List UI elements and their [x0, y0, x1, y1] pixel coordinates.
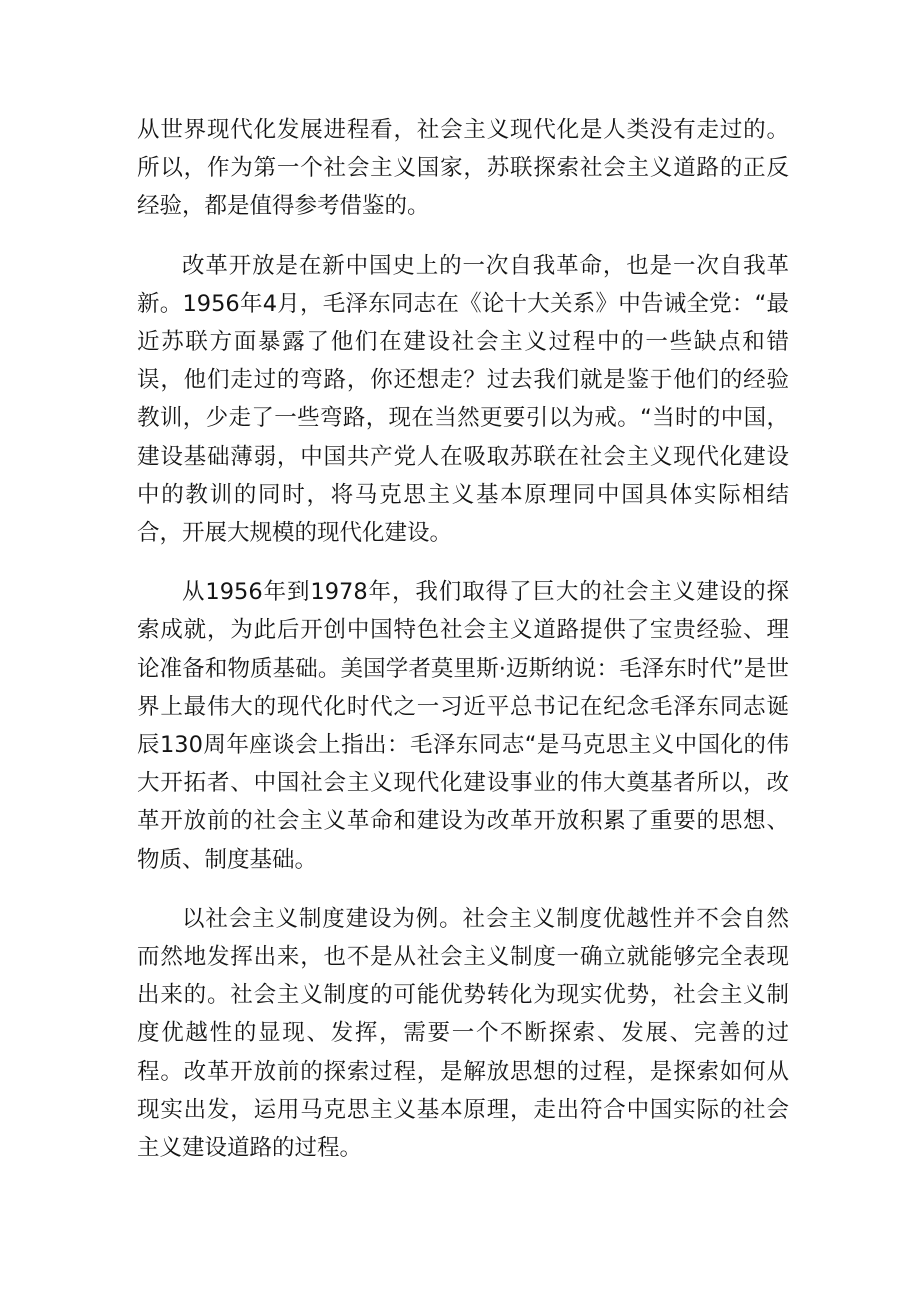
document-body: [137, 111, 789, 1188]
paragraph-1: 从世界现代化发展进程看，社会主义现代化是人类没有走过的。所以，作为第一个社会主义国家，苏联探索社会主义道路的正反经验，都是值得参考借鉴的。: [137, 117, 789, 220]
paragraph-4: 以社会主义制度建设为例。社会主义制度优越性并不会自然而然地发挥出来，也不是从社会主义制度一确立就能够完全表现出来的。社会主义制度的可能优势转化为现实优势，社会主义制度优越性的显现、发挥，需要一个不断探索、发展、完善的过程。改革开放前的探索过程，是解放思想的过程，是探索如何从现实出发，运用马克思主义基本原理，走出符合中国实际的社会主义建设道路的过程。: [137, 905, 789, 1162]
paragraph-2: 改革开放是在新中国史上的一次自我革命，也是一次自我革新。1956年4月，毛泽东同志在《论十大关系》中告诫全党：“最近苏联方面暴露了他们在建设社会主义过程中的一些缺点和错误，他们走过的弯路，你还想走？过去我们就是鉴于他们的经验教训，少走了一些弯路，现在当然更要引以为戒。“当时的中国，建设基础薄弱，中国共产党人在吸取苏联在社会主义现代化建设中的教训的同时，将马克思主义基本原理同中国具体实际相结合，开展大规模的现代化建设。: [137, 252, 789, 547]
paragraph-3: 从1956年到1978年，我们取得了巨大的社会主义建设的探索成就，为此后开创中国特色社会主义道路提供了宝贵经验、理论准备和物质基础。美国学者莫里斯·迈斯纳说：毛泽东时代”是世界上最伟大的现代化时代之一习近平总书记在纪念毛泽东同志诞辰130周年座谈会上指出：毛泽东同志“是马克思主义中国化的伟大开拓者、中国社会主义现代化建设事业的伟大奠基者所以，改革开放前的社会主义革命和建设为改革开放积累了重要的思想、物质、制度基础。: [137, 579, 789, 873]
